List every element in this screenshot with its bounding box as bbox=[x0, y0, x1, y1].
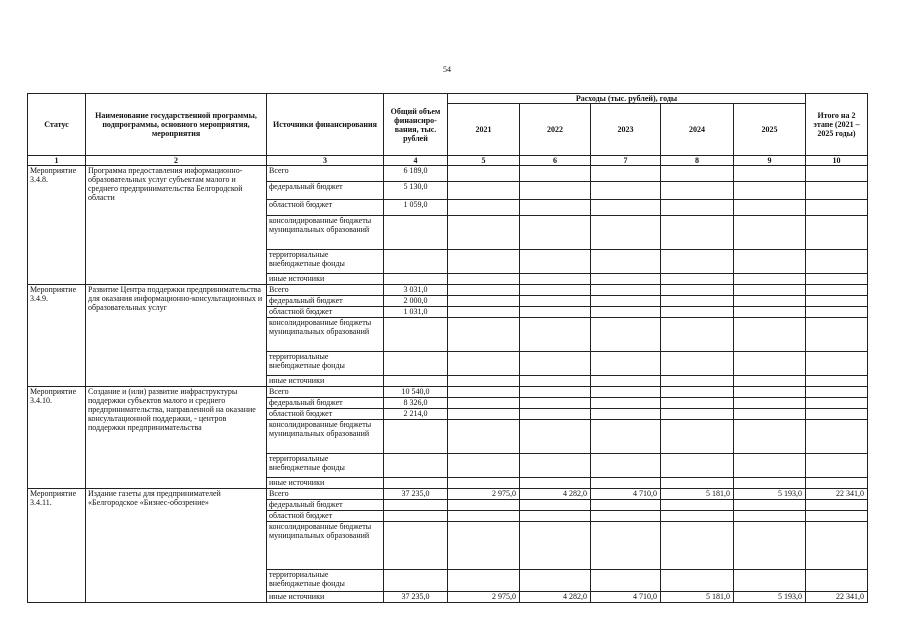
year-value bbox=[591, 250, 661, 274]
stage-total-value bbox=[806, 296, 868, 307]
header-stage-total: Итого на 2 этапе (2021 – 2025 годы) bbox=[806, 94, 868, 156]
source-label: иные источники bbox=[267, 376, 384, 387]
year-value bbox=[734, 352, 806, 376]
year-value bbox=[448, 296, 520, 307]
column-number: 8 bbox=[661, 156, 734, 166]
year-value bbox=[591, 307, 661, 318]
total-value bbox=[384, 250, 448, 274]
source-label: областной бюджет bbox=[267, 307, 384, 318]
year-value bbox=[734, 570, 806, 592]
stage-total-value bbox=[806, 387, 868, 398]
header-sources: Источники финансирования bbox=[267, 94, 384, 156]
year-value bbox=[661, 166, 734, 182]
year-value bbox=[448, 182, 520, 200]
year-value bbox=[661, 511, 734, 522]
year-value: 5 193,0 bbox=[734, 489, 806, 500]
year-value bbox=[591, 522, 661, 570]
year-value bbox=[520, 409, 591, 420]
total-value bbox=[384, 500, 448, 511]
activity-name: Создание и (или) развитие инфраструктуры поддержки субъектов малого и среднего предпринимательства, направленной на оказание консультационной поддержки, - центров поддержки предпринимательства bbox=[86, 387, 267, 489]
year-value bbox=[734, 387, 806, 398]
column-number: 1 bbox=[28, 156, 86, 166]
year-value bbox=[661, 376, 734, 387]
year-value bbox=[734, 200, 806, 216]
year-value bbox=[520, 478, 591, 489]
source-label: территориальные внебюджетные фонды bbox=[267, 352, 384, 376]
stage-total-value bbox=[806, 500, 868, 511]
year-value bbox=[661, 522, 734, 570]
year-value bbox=[448, 387, 520, 398]
year-value bbox=[448, 454, 520, 478]
total-value bbox=[384, 376, 448, 387]
year-value: 4 282,0 bbox=[520, 592, 591, 603]
year-value bbox=[734, 500, 806, 511]
year-value bbox=[591, 570, 661, 592]
year-value bbox=[734, 420, 806, 454]
stage-total-value bbox=[806, 398, 868, 409]
year-value bbox=[734, 318, 806, 352]
header-expenses: Расходы (тыс. рублей), годы bbox=[448, 94, 806, 104]
year-value bbox=[661, 454, 734, 478]
activity-name: Программа предоставления информационно-образовательных услуг субъектам малого и среднего предпринимательства Белгородской области bbox=[86, 166, 267, 285]
year-value bbox=[734, 522, 806, 570]
total-value: 37 235,0 bbox=[384, 592, 448, 603]
year-value: 5 193,0 bbox=[734, 592, 806, 603]
table-row bbox=[28, 387, 868, 398]
year-value bbox=[734, 478, 806, 489]
year-value bbox=[591, 398, 661, 409]
year-value bbox=[520, 216, 591, 250]
year-value bbox=[661, 318, 734, 352]
year-value bbox=[520, 522, 591, 570]
total-value: 3 031,0 bbox=[384, 285, 448, 296]
year-value bbox=[591, 420, 661, 454]
total-value: 2 214,0 bbox=[384, 409, 448, 420]
total-value: 1 031,0 bbox=[384, 307, 448, 318]
year-value: 2 975,0 bbox=[448, 592, 520, 603]
source-label: Всего bbox=[267, 285, 384, 296]
year-value bbox=[448, 478, 520, 489]
year-value bbox=[591, 166, 661, 182]
year-value: 2 975,0 bbox=[448, 489, 520, 500]
source-label: консолидированные бюджеты муниципальных образований bbox=[267, 522, 384, 570]
year-value: 5 181,0 bbox=[661, 489, 734, 500]
year-value bbox=[520, 250, 591, 274]
table-row bbox=[28, 489, 868, 500]
stage-total-value bbox=[806, 318, 868, 352]
source-label: федеральный бюджет bbox=[267, 500, 384, 511]
stage-total-value bbox=[806, 307, 868, 318]
year-value bbox=[734, 409, 806, 420]
header-total: Общий объем финансиро-вания, тыс. рублей bbox=[384, 94, 448, 156]
total-value bbox=[384, 318, 448, 352]
source-label: федеральный бюджет bbox=[267, 398, 384, 409]
year-value bbox=[448, 500, 520, 511]
total-value: 2 000,0 bbox=[384, 296, 448, 307]
year-value bbox=[661, 570, 734, 592]
year-value bbox=[734, 216, 806, 250]
year-value bbox=[661, 182, 734, 200]
header-name: Наименование государственной программы, подпрограммы, основного мероприятия, мероприятия bbox=[86, 94, 267, 156]
activity-name: Развитие Центра поддержки предпринимательства для оказания информационно-консультационных и образовательных услуг bbox=[86, 285, 267, 387]
year-value bbox=[591, 318, 661, 352]
year-value bbox=[520, 511, 591, 522]
column-number: 10 bbox=[806, 156, 868, 166]
stage-total-value bbox=[806, 522, 868, 570]
year-value bbox=[448, 166, 520, 182]
activity-name: Издание газеты для предпринимателей «Белгородское «Бизнес-обозрение» bbox=[86, 489, 267, 603]
header-year: 2022 bbox=[520, 104, 591, 156]
total-value bbox=[384, 454, 448, 478]
year-value: 4 710,0 bbox=[591, 592, 661, 603]
year-value bbox=[448, 398, 520, 409]
year-value bbox=[448, 274, 520, 285]
column-number: 5 bbox=[448, 156, 520, 166]
year-value bbox=[734, 376, 806, 387]
table-row bbox=[28, 166, 868, 182]
year-value bbox=[661, 500, 734, 511]
year-value bbox=[448, 420, 520, 454]
year-value bbox=[520, 420, 591, 454]
source-label: консолидированные бюджеты муниципальных образований bbox=[267, 216, 384, 250]
year-value bbox=[734, 296, 806, 307]
year-value bbox=[661, 216, 734, 250]
stage-total-value: 22 341,0 bbox=[806, 592, 868, 603]
table-row bbox=[28, 285, 868, 296]
year-value bbox=[448, 250, 520, 274]
source-label: территориальные внебюджетные фонды bbox=[267, 570, 384, 592]
year-value bbox=[591, 387, 661, 398]
source-label: территориальные внебюджетные фонды bbox=[267, 454, 384, 478]
year-value bbox=[520, 398, 591, 409]
activity-status: Мероприятие 3.4.9. bbox=[28, 285, 86, 387]
year-value bbox=[591, 352, 661, 376]
source-label: федеральный бюджет bbox=[267, 182, 384, 200]
year-value bbox=[591, 274, 661, 285]
year-value bbox=[448, 216, 520, 250]
year-value bbox=[520, 296, 591, 307]
year-value bbox=[661, 200, 734, 216]
year-value bbox=[591, 409, 661, 420]
stage-total-value bbox=[806, 216, 868, 250]
year-value bbox=[661, 478, 734, 489]
year-value bbox=[448, 200, 520, 216]
column-number: 3 bbox=[267, 156, 384, 166]
stage-total-value bbox=[806, 409, 868, 420]
year-value bbox=[661, 307, 734, 318]
table-body bbox=[28, 166, 868, 603]
stage-total-value bbox=[806, 274, 868, 285]
total-value bbox=[384, 478, 448, 489]
total-value bbox=[384, 420, 448, 454]
total-value bbox=[384, 352, 448, 376]
financing-table bbox=[27, 93, 868, 603]
year-value bbox=[520, 166, 591, 182]
stage-total-value bbox=[806, 570, 868, 592]
source-label: федеральный бюджет bbox=[267, 296, 384, 307]
year-value: 4 282,0 bbox=[520, 489, 591, 500]
year-value bbox=[520, 274, 591, 285]
column-number: 9 bbox=[734, 156, 806, 166]
year-value bbox=[661, 274, 734, 285]
stage-total-value bbox=[806, 352, 868, 376]
year-value bbox=[448, 409, 520, 420]
stage-total-value bbox=[806, 166, 868, 182]
year-value bbox=[661, 250, 734, 274]
total-value bbox=[384, 216, 448, 250]
page-number: 54 bbox=[443, 65, 451, 74]
year-value bbox=[661, 398, 734, 409]
year-value bbox=[520, 182, 591, 200]
total-value bbox=[384, 522, 448, 570]
year-value bbox=[734, 250, 806, 274]
column-number: 4 bbox=[384, 156, 448, 166]
year-value bbox=[520, 376, 591, 387]
stage-total-value bbox=[806, 285, 868, 296]
year-value bbox=[591, 216, 661, 250]
total-value: 37 235,0 bbox=[384, 489, 448, 500]
header-year: 2023 bbox=[591, 104, 661, 156]
source-label: иные источники bbox=[267, 478, 384, 489]
stage-total-value: 22 341,0 bbox=[806, 489, 868, 500]
year-value bbox=[520, 307, 591, 318]
year-value bbox=[661, 420, 734, 454]
stage-total-value bbox=[806, 420, 868, 454]
source-label: консолидированные бюджеты муниципальных образований bbox=[267, 318, 384, 352]
total-value bbox=[384, 570, 448, 592]
year-value bbox=[591, 376, 661, 387]
year-value bbox=[448, 307, 520, 318]
year-value bbox=[734, 285, 806, 296]
source-label: областной бюджет bbox=[267, 409, 384, 420]
year-value bbox=[448, 352, 520, 376]
total-value: 5 130,0 bbox=[384, 182, 448, 200]
year-value: 5 181,0 bbox=[661, 592, 734, 603]
source-label: областной бюджет bbox=[267, 200, 384, 216]
total-value bbox=[384, 511, 448, 522]
year-value bbox=[734, 307, 806, 318]
source-label: иные источники bbox=[267, 274, 384, 285]
stage-total-value bbox=[806, 200, 868, 216]
year-value bbox=[591, 200, 661, 216]
year-value bbox=[661, 285, 734, 296]
year-value bbox=[448, 570, 520, 592]
year-value bbox=[591, 478, 661, 489]
year-value bbox=[448, 522, 520, 570]
activity-status: Мероприятие 3.4.10. bbox=[28, 387, 86, 489]
source-label: территориальные внебюджетные фонды bbox=[267, 250, 384, 274]
year-value bbox=[591, 285, 661, 296]
year-value bbox=[520, 318, 591, 352]
year-value bbox=[591, 296, 661, 307]
stage-total-value bbox=[806, 478, 868, 489]
year-value: 4 710,0 bbox=[591, 489, 661, 500]
year-value bbox=[661, 387, 734, 398]
source-label: консолидированные бюджеты муниципальных образований bbox=[267, 420, 384, 454]
year-value bbox=[661, 296, 734, 307]
year-value bbox=[520, 570, 591, 592]
year-value bbox=[520, 285, 591, 296]
activity-status: Мероприятие 3.4.8. bbox=[28, 166, 86, 285]
year-value bbox=[520, 387, 591, 398]
source-label: областной бюджет bbox=[267, 511, 384, 522]
column-number: 2 bbox=[86, 156, 267, 166]
source-label: Всего bbox=[267, 489, 384, 500]
year-value bbox=[591, 454, 661, 478]
year-value bbox=[734, 511, 806, 522]
activity-status: Мероприятие 3.4.11. bbox=[28, 489, 86, 603]
stage-total-value bbox=[806, 454, 868, 478]
year-value bbox=[520, 500, 591, 511]
header-status: Статус bbox=[28, 94, 86, 156]
year-value bbox=[734, 182, 806, 200]
year-value bbox=[734, 398, 806, 409]
year-value bbox=[734, 166, 806, 182]
year-value bbox=[734, 274, 806, 285]
total-value: 1 059,0 bbox=[384, 200, 448, 216]
header-year: 2024 bbox=[661, 104, 734, 156]
header-year: 2025 bbox=[734, 104, 806, 156]
year-value bbox=[591, 182, 661, 200]
source-label: Всего bbox=[267, 166, 384, 182]
year-value bbox=[520, 200, 591, 216]
stage-total-value bbox=[806, 250, 868, 274]
year-value bbox=[448, 376, 520, 387]
column-number: 7 bbox=[591, 156, 661, 166]
year-value bbox=[520, 352, 591, 376]
total-value: 10 540,0 bbox=[384, 387, 448, 398]
year-value bbox=[591, 500, 661, 511]
year-value bbox=[448, 511, 520, 522]
year-value bbox=[661, 352, 734, 376]
year-value bbox=[734, 454, 806, 478]
year-value bbox=[591, 511, 661, 522]
year-value bbox=[448, 318, 520, 352]
total-value bbox=[384, 274, 448, 285]
stage-total-value bbox=[806, 376, 868, 387]
stage-total-value bbox=[806, 511, 868, 522]
source-label: Всего bbox=[267, 387, 384, 398]
header-year: 2021 bbox=[448, 104, 520, 156]
source-label: иные источники bbox=[267, 592, 384, 603]
stage-total-value bbox=[806, 182, 868, 200]
year-value bbox=[520, 454, 591, 478]
year-value bbox=[661, 409, 734, 420]
total-value: 8 326,0 bbox=[384, 398, 448, 409]
column-number: 6 bbox=[520, 156, 591, 166]
year-value bbox=[448, 285, 520, 296]
total-value: 6 189,0 bbox=[384, 166, 448, 182]
